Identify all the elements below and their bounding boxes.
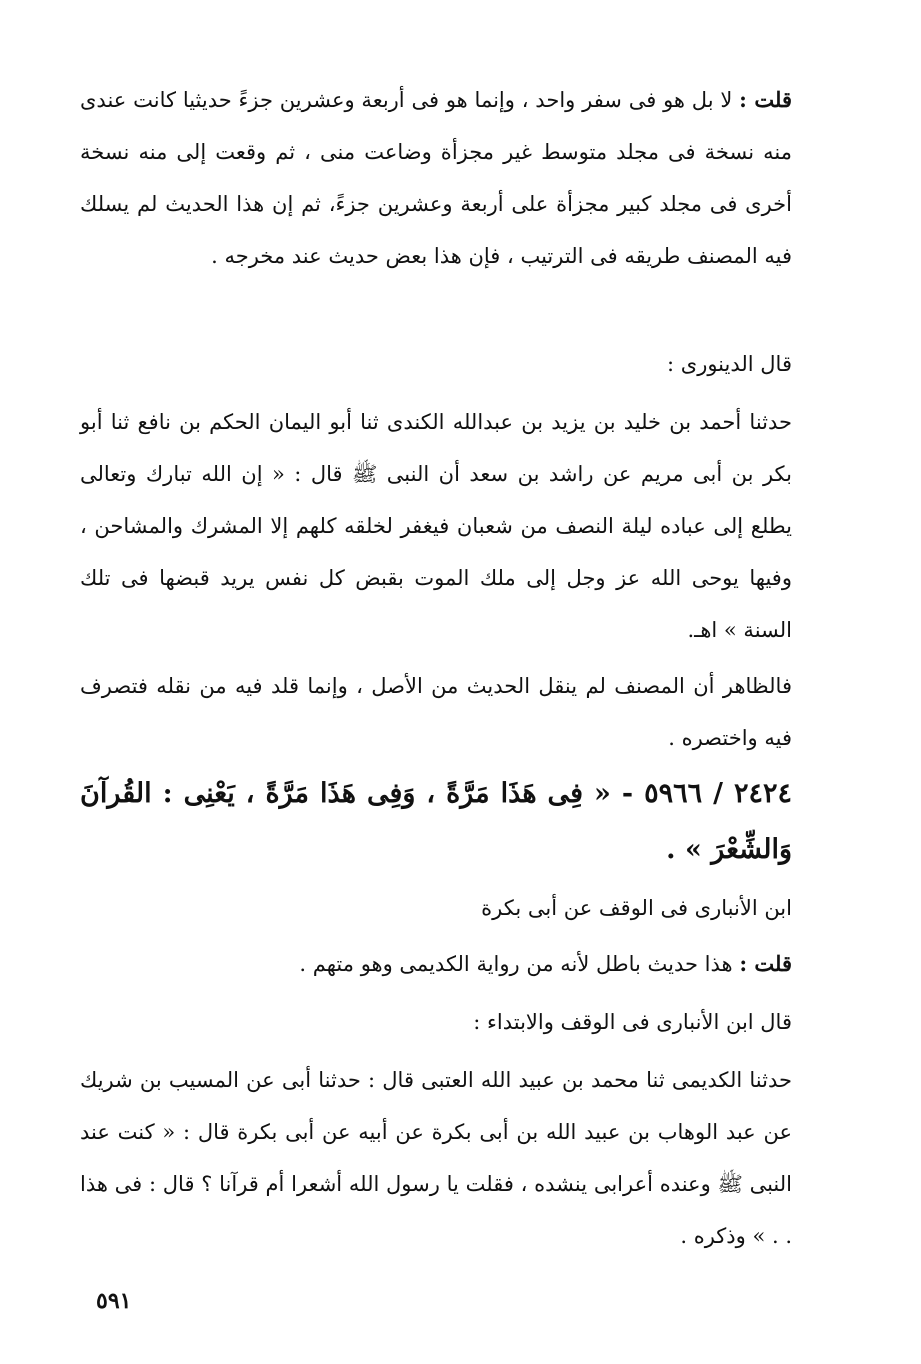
hadith-text: ٢٤٢٤ / ٥٩٦٦ - « فِى هَذَا مَرَّةً ، وَفِى هَذَا مَرَّةً ، يَعْنِى : القُرآنَ وَالشِّعْرَ » . xyxy=(80,778,792,865)
paragraph-text: هذا حديث باطل لأنه من رواية الكديمى وهو متهم . xyxy=(299,952,733,976)
paragraph-comment xyxy=(80,660,792,764)
paragraph xyxy=(80,938,792,990)
hadith-entry-2424 xyxy=(80,766,792,878)
paragraph-text: لا بل هو فى سفر واحد ، وإنما هو فى أربعة وعشرين جزءً حديثيا كانت عندى منه نسخة فى مجلد متوسط غير مجزأة وضاعت منى ، ثم وقعت إلى منه نسخة أخرى فى مجلد كبير مجزأة على أربعة وعشرين جزءً، ثم إن هذا الحديث لم يسلك فيه المصنف طريقه فى الترتيب ، فإن هذا بعض حديث عند مخرجه . xyxy=(80,88,792,268)
source-line xyxy=(190,882,792,934)
section-heading: قال الدينورى : xyxy=(667,352,792,376)
paragraph xyxy=(80,74,792,282)
paragraph: حدثنا الكديمى ثنا محمد بن عبيد الله العتبى قال : حدثنا أبى عن المسيب بن شريك عن عبد الوهاب بن عبيد الله بن أبى بكرة عن أبيه عن أبى بكرة قال : « كنت عند النبى ﷺ وعنده أعرابى ينشده ، فقلت يا رسول الله أشعرا أم قرآنا ؟ قال : فى هذا . . » وذكره . xyxy=(80,1068,792,1248)
paragraph-qult-1 xyxy=(80,74,792,282)
paragraph-isnad xyxy=(80,1054,792,1262)
qult-label: قلت : xyxy=(739,87,792,112)
section-heading: قال ابن الأنبارى فى الوقف والابتداء : xyxy=(473,1010,792,1034)
heading-dinawari xyxy=(80,338,792,390)
paragraph-qult-2 xyxy=(80,938,792,990)
source-reference: ابن الأنبارى فى الوقف عن أبى بكرة xyxy=(481,896,792,920)
page-number: ٥٩١ xyxy=(96,1288,132,1314)
paragraph: فالظاهر أن المصنف لم ينقل الحديث من الأصل ، وإنما قلد فيه من نقله فتصرف فيه واختصره . xyxy=(80,674,792,750)
heading-anbari xyxy=(80,996,792,1048)
qult-label: قلت : xyxy=(739,951,792,976)
paragraph-hadith-chain xyxy=(80,396,792,656)
paragraph: حدثنا أحمد بن خليد بن يزيد بن عبدالله الكندى ثنا أبو اليمان الحكم بن نافع ثنا أبو بكر بن أبى مريم عن راشد بن سعد أن النبى ﷺ قال : « إن الله تبارك وتعالى يطلع إلى عباده ليلة النصف من شعبان فيغفر لخلقه كلهم إلا المشرك والمشاحن ، وفيها يوحى الله عز وجل إلى ملك الموت بقبض كل نفس يريد قبضها فى تلك السنة » اهـ. xyxy=(80,410,792,642)
